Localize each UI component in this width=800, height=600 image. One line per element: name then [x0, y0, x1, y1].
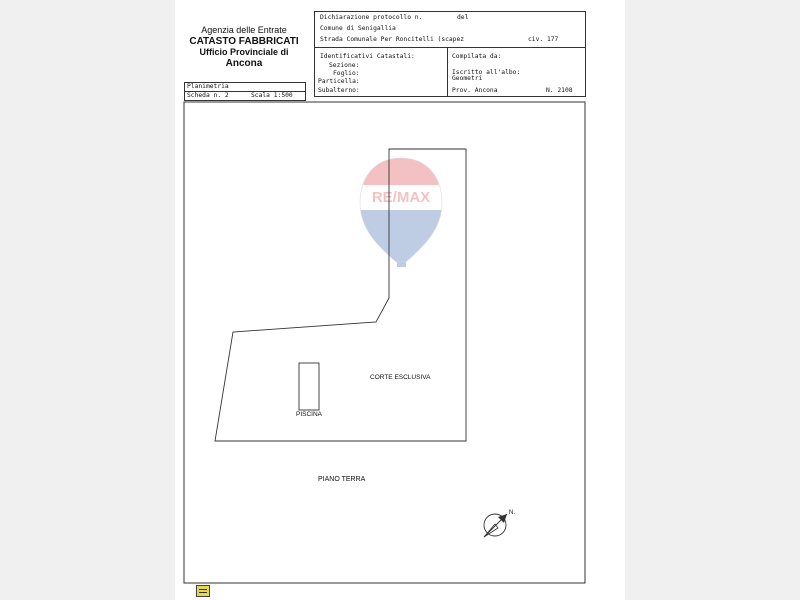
- foglio-label: Foglio:: [333, 70, 360, 77]
- remax-watermark: [355, 155, 450, 267]
- north-label: N.: [509, 510, 515, 516]
- watermark-blue-band: [355, 210, 450, 265]
- agency-city: Ancona: [225, 58, 263, 69]
- north-arrow-icon: [484, 514, 507, 537]
- address-label: Strada Comunale Per Roncitelli (scapez: [320, 36, 465, 43]
- agency-office: Ufficio Provinciale di: [199, 47, 289, 57]
- watermark-text: RE/MAX: [371, 189, 431, 206]
- civic-number: civ. 177: [528, 36, 559, 43]
- agency-department: CATASTO FABBRICATI: [189, 36, 299, 47]
- subalterno-label: Subalterno:: [318, 87, 360, 94]
- profession-label: Geometri: [452, 75, 483, 82]
- scheda-label: Scheda n. 2: [187, 92, 229, 99]
- iscritto-label: Iscritto all'albo:: [452, 69, 521, 76]
- corte-esclusiva-label: CORTE ESCLUSIVA: [370, 374, 431, 381]
- scale-label: Scala 1:500: [251, 92, 293, 99]
- dichiarazione-label: Dichiarazione protocollo n.: [320, 14, 423, 21]
- province-label: Prov. Ancona: [452, 87, 498, 94]
- piano-terra-label: PIANO TERRA: [318, 476, 366, 483]
- del-label: del: [457, 14, 469, 21]
- registration-number: N. 2108: [546, 87, 573, 94]
- compilata-label: Compilata da:: [452, 53, 502, 60]
- particella-label: Particella:: [318, 78, 360, 85]
- sezione-label: Sezione:: [329, 62, 360, 69]
- watermark-red-band: [355, 155, 450, 185]
- identificativi-label: Identificativi Catastali:: [320, 53, 415, 60]
- piscina-label: PISCINA: [296, 411, 323, 418]
- pool-outline: [299, 363, 319, 410]
- planimetria-title: Planimetria: [187, 83, 229, 90]
- agency-name: Agenzia delle Entrate: [201, 25, 287, 35]
- comune-label: Comune di Senigallia: [320, 25, 396, 32]
- note-icon[interactable]: [196, 585, 210, 597]
